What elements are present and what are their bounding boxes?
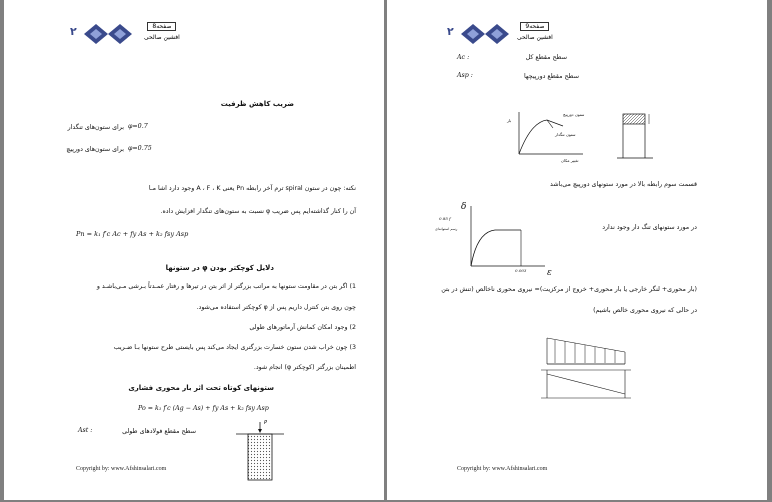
asp-label: سطح مقطع دورپیچها — [523, 73, 579, 80]
page-header — [144, 22, 180, 41]
chart1-curve-spiral — [519, 120, 563, 154]
chart1-label-tied: ستون تنگدار — [555, 132, 576, 137]
reason-3-line-1: 3) چون خراب شدن ستون خسارت بزرگتری ایجاد می‌کند پس بایستی طرح ستونها بـا ضـریب — [113, 344, 356, 351]
ac-label: سطح مقطع کل — [525, 54, 567, 61]
logo-digit: ۲ — [70, 25, 77, 38]
page-number: صفحه8 — [147, 22, 176, 31]
load-note-line-1: (بار محوری+ لنگر خارجی یا بار محوری+ خروج از مرکزیت)= نیروی محوری ناخالص (تنش در بتن — [441, 286, 697, 293]
note-line-2: آن را کنار گذاشته‌ایم پس ضریب φ نسبت به ستون‌های تنگدار افزایش داده. — [160, 208, 356, 215]
footer-copyright: Copyright by: www.Afshinsalari.com — [457, 466, 548, 472]
chart1-label-spiral: ستون دورپیچ — [563, 112, 585, 117]
as-symbol: Ast : — [78, 427, 93, 434]
column-load-label: P — [264, 420, 268, 426]
short-column-title: ستونهای کوتاه تحت اثر بار محوری فشاری — [128, 384, 274, 392]
chart2-x-tick: 0.003 — [515, 268, 527, 273]
equation-pn: Pn = k₁ f′c Ac + fy As + k₂ fsy Asp — [76, 230, 189, 238]
load-displacement-chart — [507, 108, 587, 172]
reason-1-line-2: چون روی بتن کنترل داریم پس از φ کوچکتر استفاده می‌شود. — [196, 304, 356, 311]
right-page — [387, 0, 767, 500]
chart2-y-text: رسم استوانه‌ای — [435, 227, 458, 231]
phi-spiral-value: φ=0.75 — [128, 145, 152, 152]
footer-copyright: Copyright by: www.Afshinsalari.com — [76, 466, 167, 472]
epsilon-symbol: ε — [547, 268, 552, 278]
as-label: سطح مقطع فولادهای طولی — [122, 428, 196, 435]
spiral-note: قسمت سوم رابطه بالا در مورد ستونهای دورپیچ می‌باشد — [550, 181, 697, 188]
phi-tied-label: برای ستون‌های تنگدار — [67, 124, 124, 131]
chart2-yield-label: 0.85 f — [439, 216, 451, 221]
ac-symbol: Ac : — [457, 54, 470, 61]
author-name: افشین صالحی — [517, 34, 553, 41]
reason-1-line-1: 1) اگر بتن در مقاومت ستونها به مراتب بزرگتر از اثر بتن در تیرها و رفتار عمـدتاً بـرشی مـی‌باشـد و — [96, 283, 356, 290]
section-title: ضریب کاهش ظرفیت — [220, 100, 294, 108]
left-page — [4, 0, 384, 500]
logo-digit: ۲ — [447, 25, 454, 38]
page-header — [517, 22, 553, 41]
chart1-y-label: بار — [507, 118, 512, 123]
sigma-symbol: δ — [461, 202, 467, 212]
note-line-1: نکته: چون در ستون spiral ترم آخر رابطه Pn یعنی A ، F ، K وجود دارد اشا مـا — [148, 185, 356, 192]
spiral-column-sketch — [617, 104, 657, 168]
equation-po: Po = k₁ f′c (Ag − As) + fy As + k₂ fsy Asp — [138, 405, 269, 412]
chart2-curve — [471, 230, 521, 266]
column-sketch — [232, 420, 288, 486]
phi-spiral-label: برای ستون‌های دورپیچ — [66, 146, 124, 153]
load-distribution-diagram — [539, 334, 635, 418]
page-number: صفحه9 — [520, 22, 549, 31]
tied-note: در مورد ستونهای تنگ دار وجود ندارد — [602, 224, 697, 231]
reasons-title: دلایل کوچکتر بودن φ در ستونها — [165, 264, 274, 272]
logo-icon — [447, 20, 511, 50]
logo-icon — [70, 20, 134, 50]
reason-3-line-2: اطمینان بزرگتر (کوچکتر φ) انجام شود. — [253, 364, 356, 371]
load-note-line-2: در حالی که نیروی محوری خالص باشیم) — [593, 307, 697, 314]
author-name: افشین صالحی — [144, 34, 180, 41]
chart1-x-label: تغییر مکان — [561, 158, 579, 163]
reason-2: 2) وجود امکان کمانش آرماتورهای طولی — [249, 324, 356, 331]
asp-symbol: Asp : — [457, 72, 473, 79]
stress-strain-chart — [435, 202, 555, 286]
phi-tied-value: φ=0.7 — [128, 123, 148, 130]
